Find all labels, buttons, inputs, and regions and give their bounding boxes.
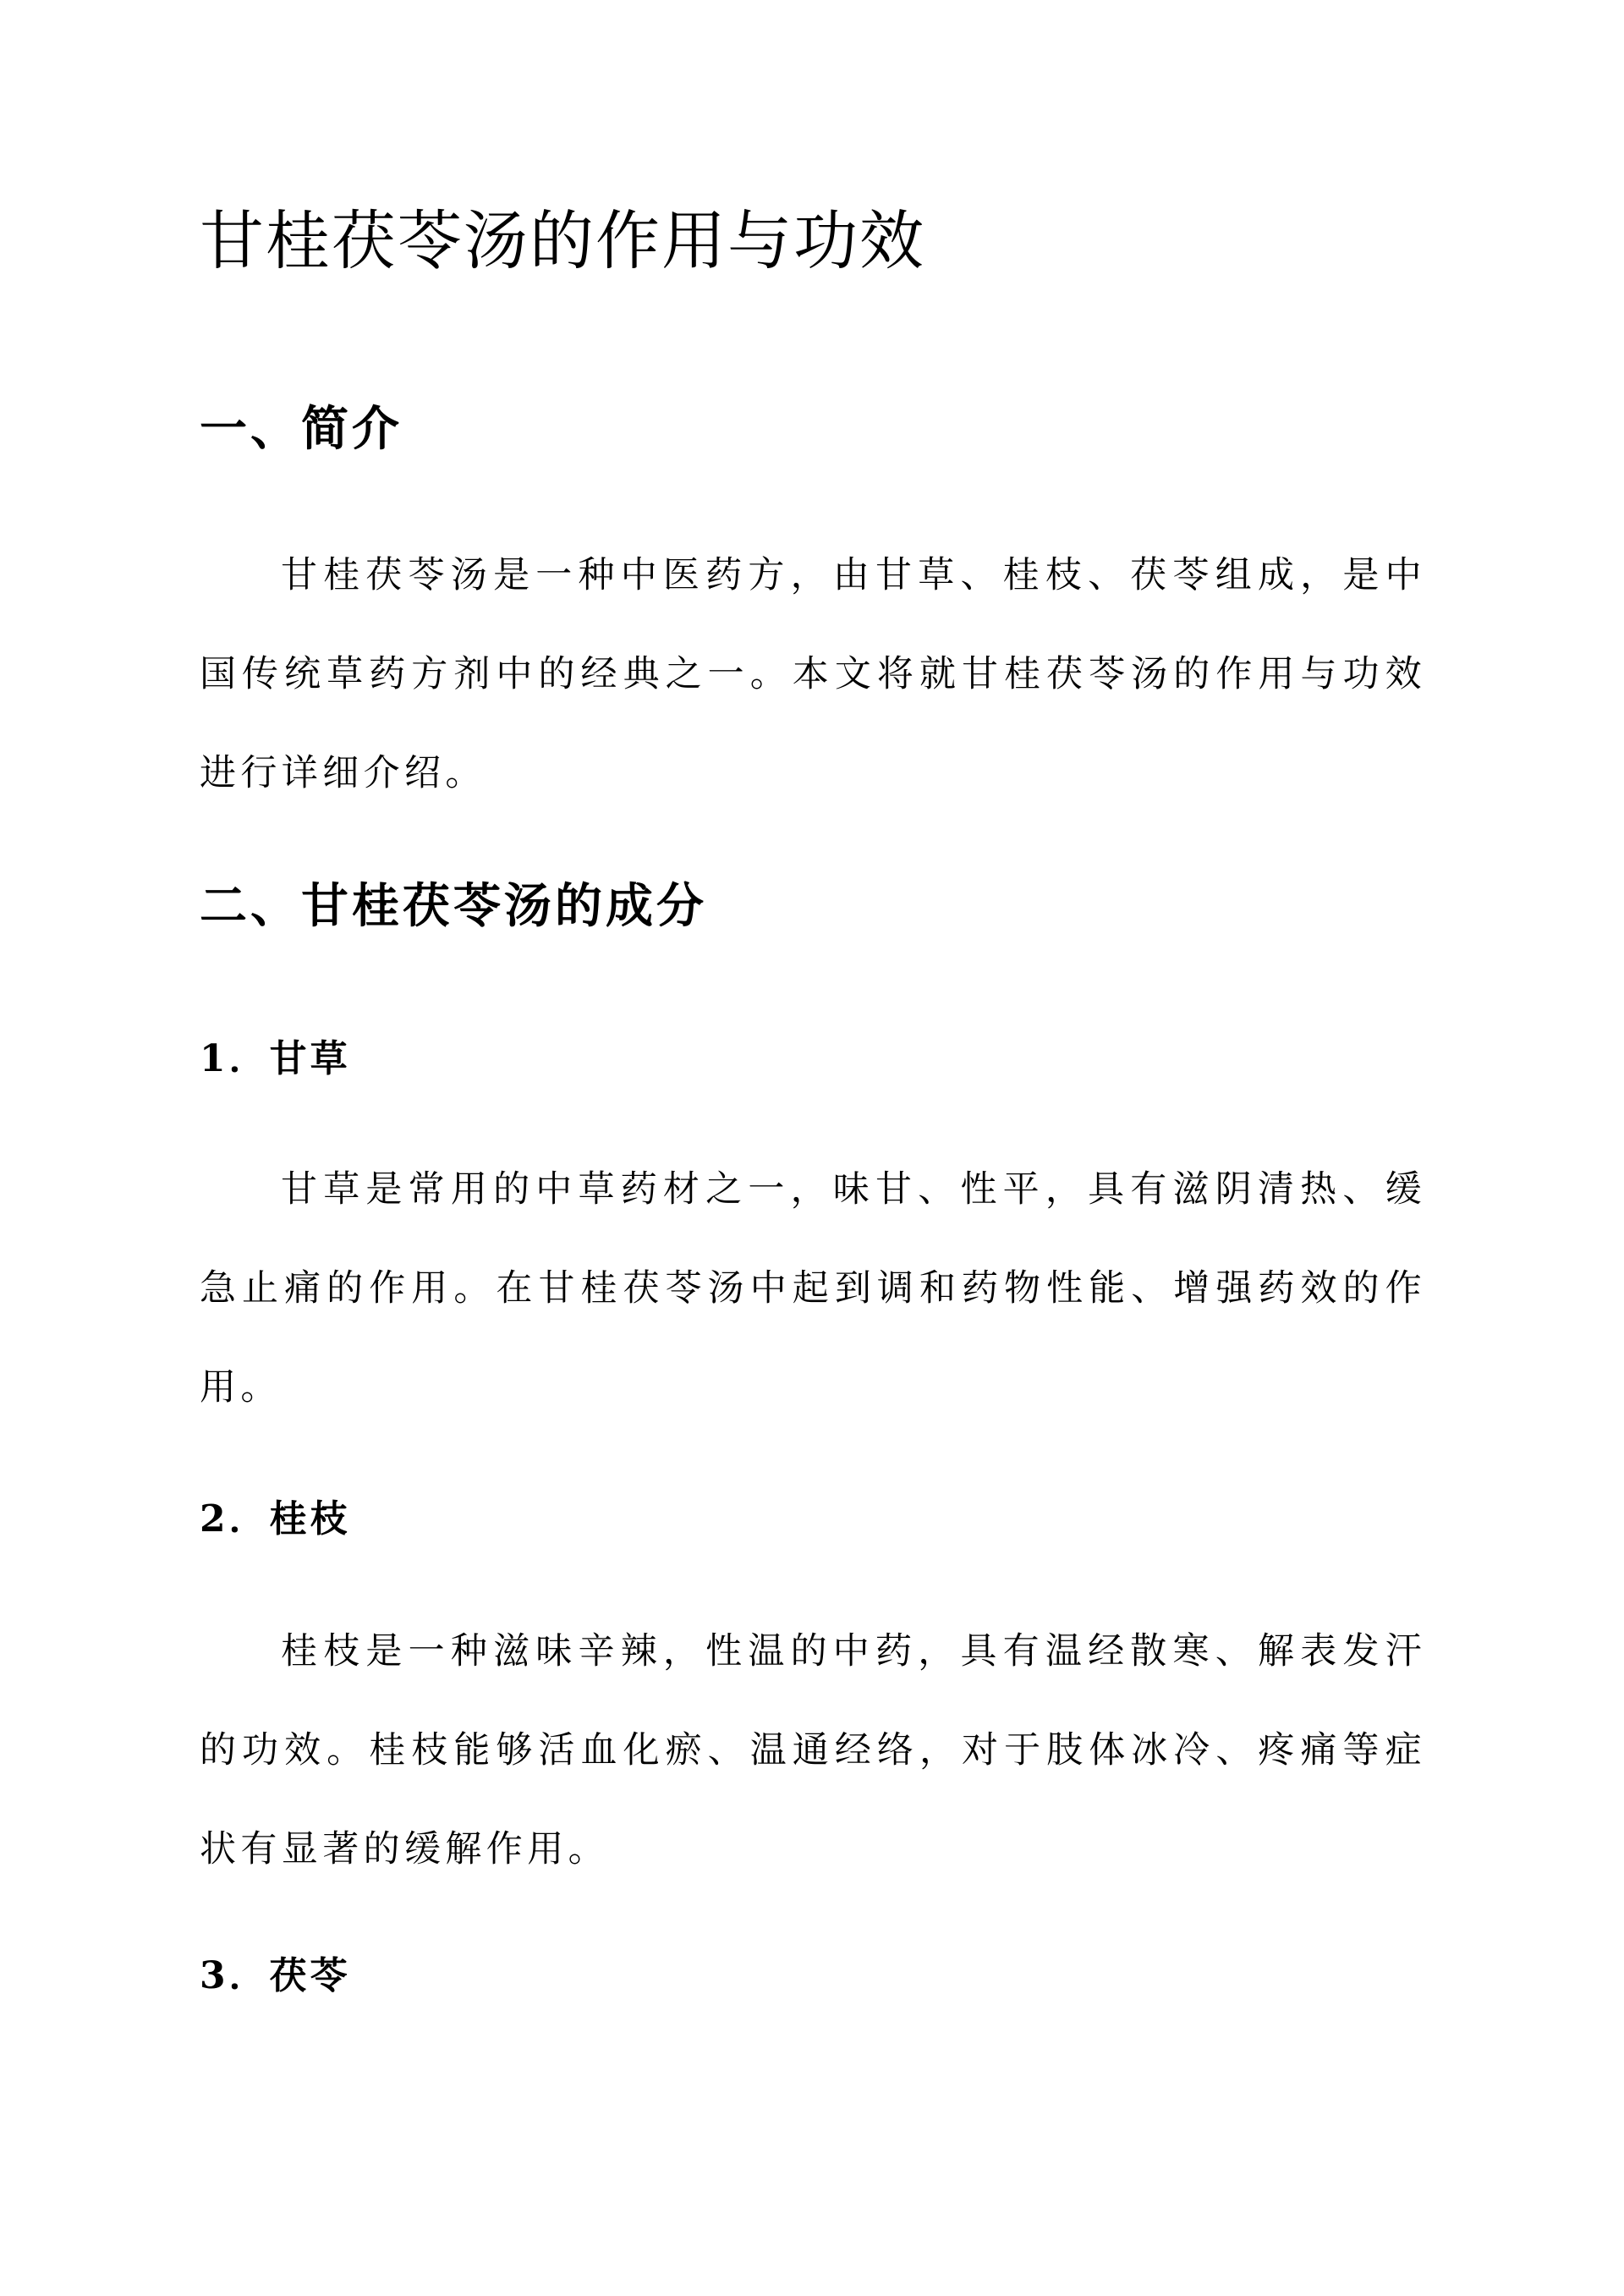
document-title: 甘桂茯苓汤的作用与功效 <box>200 203 925 278</box>
section-heading-intro: 一、简介 <box>200 401 403 457</box>
subsection-heading-fuling: 3．茯苓 <box>200 1954 351 1997</box>
guizhi-paragraph: 桂枝是一种滋味辛辣，性温的中药，具有温经散寒、解表发汗的功效。桂枝能够活血化瘀、温通经络，对于肢体冰冷、疼痛等症状有显著的缓解作用。 <box>200 1630 1426 1870</box>
gancao-paragraph: 甘草是常用的中草药材之一，味甘、性平，具有滋阴清热、缓急止痛的作用。在甘桂茯苓汤中起到调和药物性能、增强药效的作用。 <box>200 1168 1426 1409</box>
subsection-heading-gancao: 1．甘草 <box>200 1037 351 1080</box>
subsection-heading-guizhi: 2．桂枝 <box>200 1497 351 1541</box>
section-heading-ingredients: 二、甘桂茯苓汤的成分 <box>200 878 707 934</box>
intro-paragraph: 甘桂茯苓汤是一种中医药方，由甘草、桂枝、茯苓组成，是中国传统草药方剂中的经典之一。本文将就甘桂茯苓汤的作用与功效进行详细介绍。 <box>200 554 1426 794</box>
